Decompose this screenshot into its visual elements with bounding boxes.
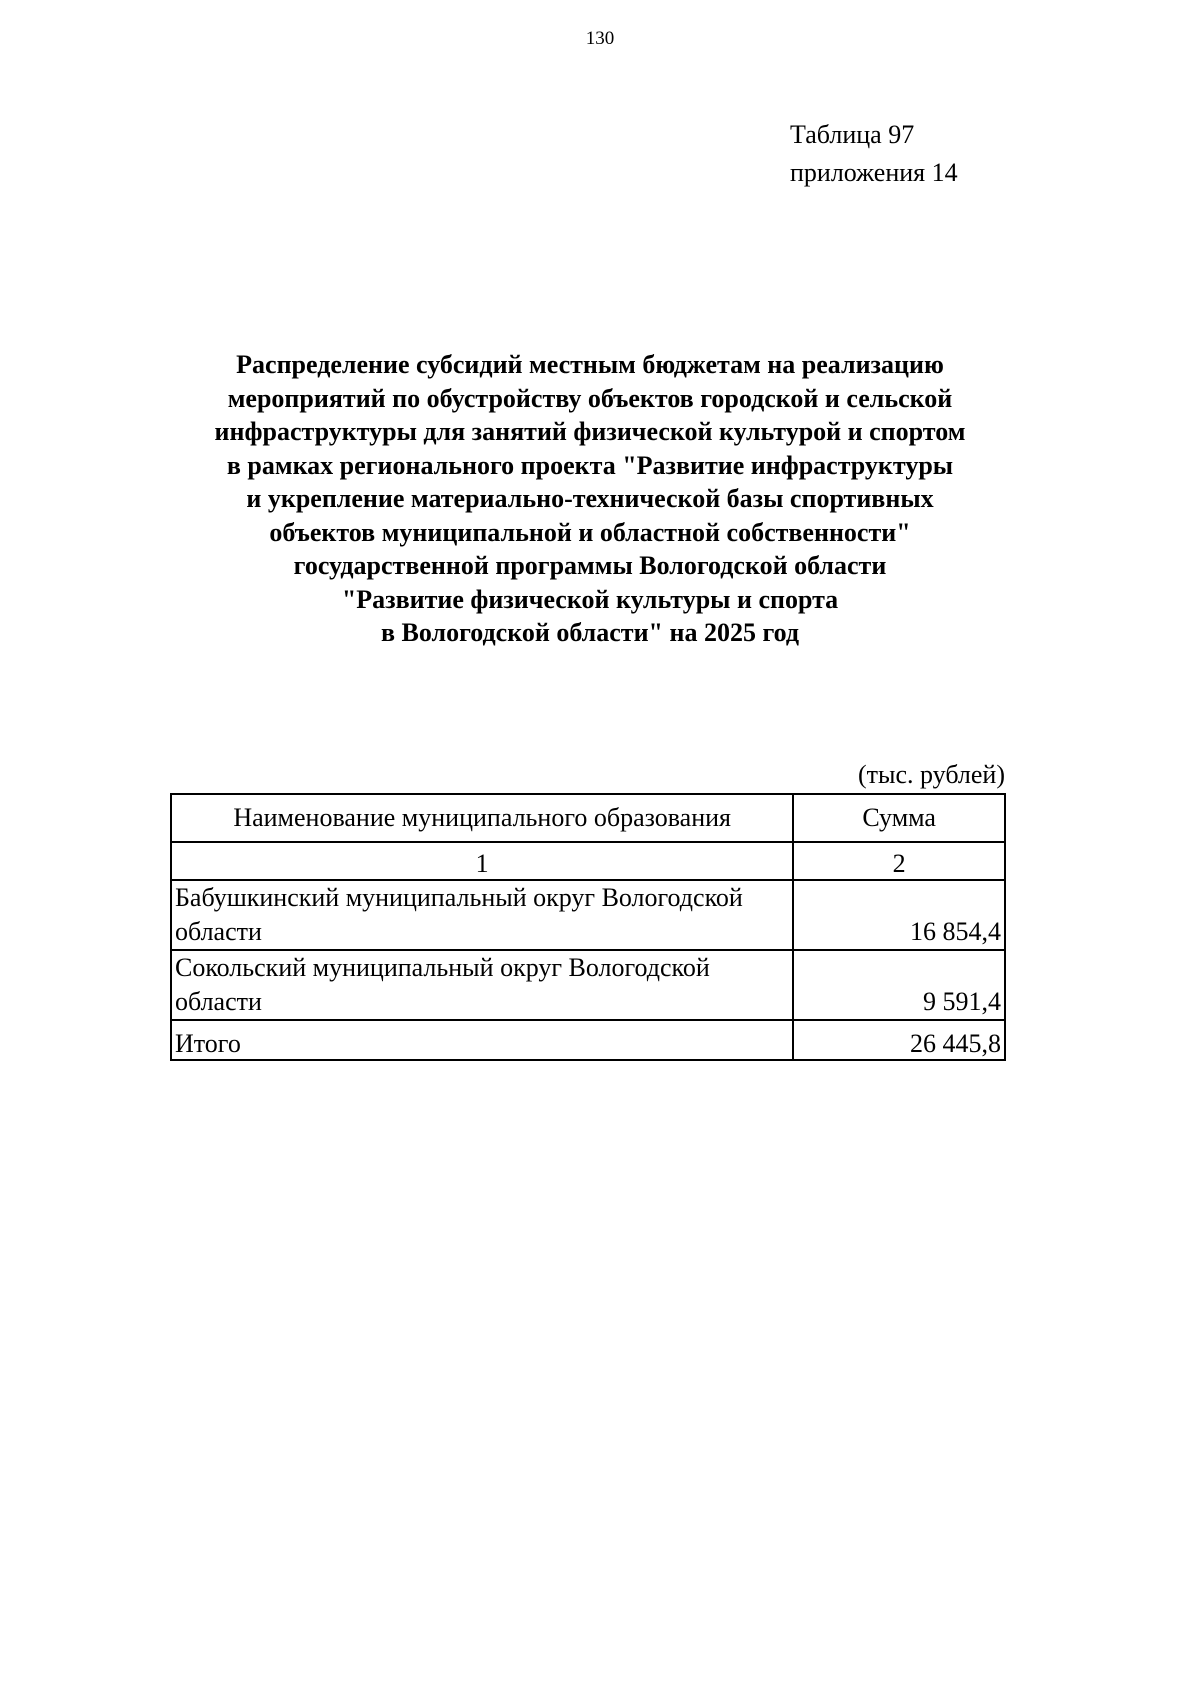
title-line: и укрепление материально-технической базы спортивных <box>246 484 934 513</box>
title-line: "Развитие физической культуры и спорта <box>341 584 839 614</box>
column-number-1: 1 <box>171 842 793 880</box>
appendix-annex-number: приложения 14 <box>790 158 958 187</box>
title-line: в Вологодской области" на 2025 год <box>380 618 800 647</box>
table-header-row <box>171 794 1005 842</box>
appendix-table-number: Таблица 97 <box>790 120 915 149</box>
units-label: (тыс. рублей) <box>857 760 1005 789</box>
municipality-name-line: Сокольский муниципальный округ Вологодской <box>175 953 710 982</box>
title-line: мероприятий по обустройству объектов городской и сельской <box>227 383 953 413</box>
municipality-name-cell <box>171 880 793 950</box>
column-number-2: 2 <box>793 842 1005 880</box>
header-sum: Сумма <box>793 794 1005 842</box>
municipality-name-line: Бабушкинский муниципальный округ Вологодской <box>175 883 743 912</box>
municipality-name-cell <box>171 950 793 1020</box>
title-line: Распределение субсидий местным бюджетам на реализацию <box>236 350 944 379</box>
document-title <box>150 348 1030 650</box>
table-row <box>171 950 1005 1020</box>
appendix-reference <box>790 116 958 192</box>
total-label: Итого <box>171 1020 793 1060</box>
header-municipality: Наименование муниципального образования <box>171 794 793 842</box>
title-line: в рамках регионального проекта "Развитие инфраструктуры <box>226 450 954 480</box>
municipality-name-line: области <box>175 987 262 1016</box>
title-line: объектов муниципальной и областной собственности" <box>269 517 911 547</box>
column-number-row <box>171 842 1005 880</box>
municipality-name-line: области <box>175 917 262 946</box>
sum-cell: 16 854,4 <box>793 880 1005 950</box>
table-row <box>171 880 1005 950</box>
total-row <box>171 1020 1005 1060</box>
page-number: 130 <box>585 28 615 49</box>
title-line: государственной программы Вологодской области <box>293 551 887 580</box>
subsidies-table <box>170 793 1006 1061</box>
title-line: инфраструктуры для занятий физической культурой и спортом <box>214 417 966 446</box>
total-sum: 26 445,8 <box>793 1020 1005 1060</box>
sum-cell: 9 591,4 <box>793 950 1005 1020</box>
